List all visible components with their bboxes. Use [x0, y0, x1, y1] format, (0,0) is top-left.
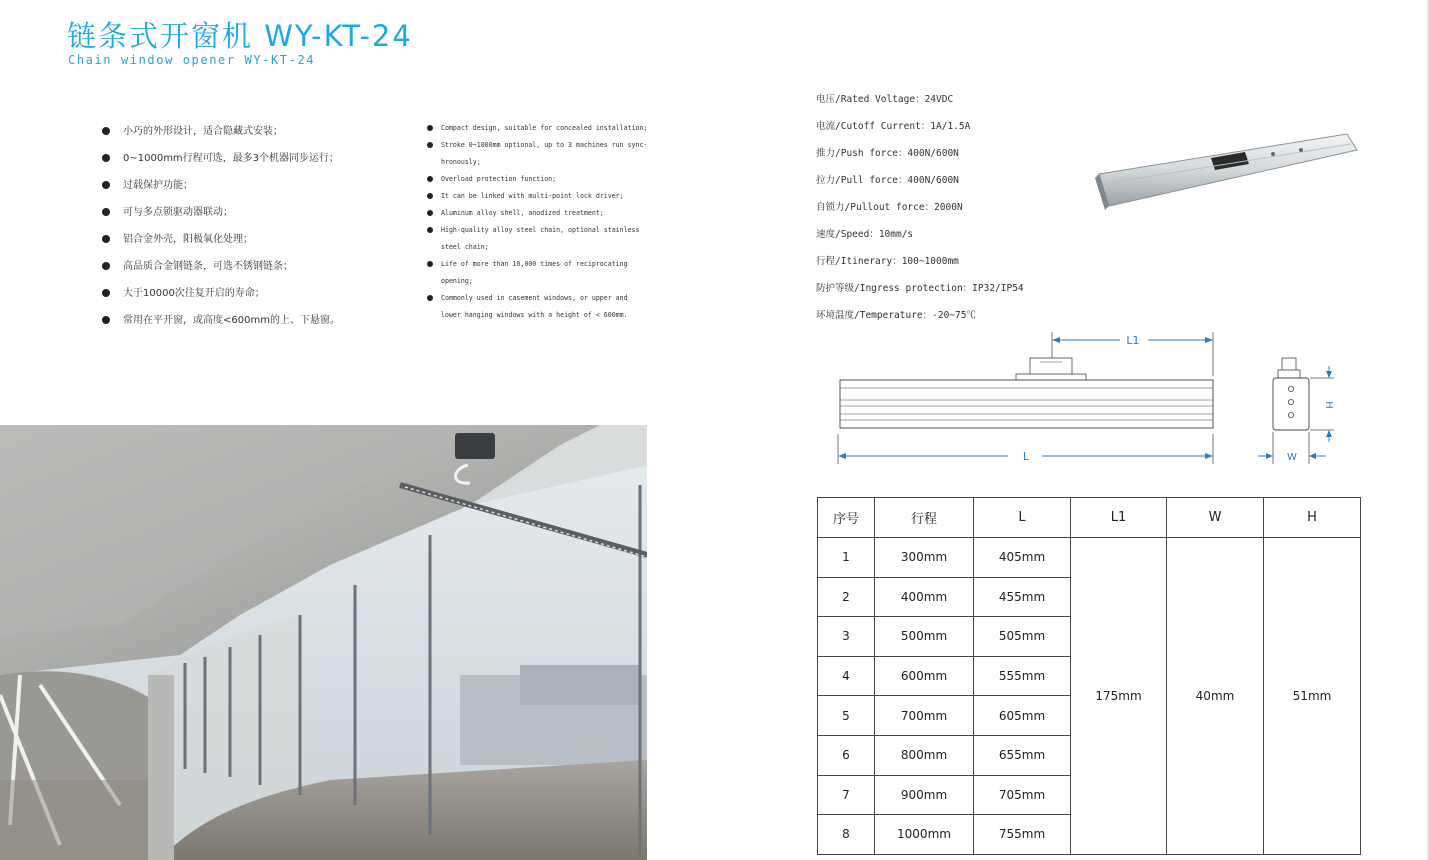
header-cell: L1 — [1071, 498, 1167, 538]
cell-l1-merged: 175mm — [1071, 538, 1167, 855]
header-cell: 行程 — [875, 498, 974, 538]
cell-stroke: 500mm — [875, 617, 974, 657]
side-dimension-diagram — [830, 328, 1225, 468]
installation-photo — [0, 425, 647, 860]
cell-stroke: 1000mm — [875, 815, 974, 855]
feature-item-cn: 高品质合金钢链条，可选不锈钢链条； — [100, 253, 340, 280]
header-cell: 序号 — [818, 498, 875, 538]
cell-index: 3 — [818, 617, 875, 657]
dim-w-label: W — [1287, 452, 1297, 463]
dim-l1-label: L1 — [1126, 334, 1140, 347]
cell-index: 6 — [818, 735, 875, 775]
spec-item: 推力/Push force：400N/600N — [816, 148, 959, 159]
spec-item: 行程/Itinerary：100~1000mm — [816, 256, 959, 267]
cell-stroke: 300mm — [875, 538, 974, 578]
size-table — [817, 497, 1361, 855]
end-dimension-diagram — [1250, 352, 1355, 467]
feature-item-en: Stroke 0~1000mm optional, up to 3 machines run sync-hronously; — [426, 137, 651, 171]
cell-index: 1 — [818, 538, 875, 578]
cell-h-merged: 51mm — [1264, 538, 1361, 855]
cell-length: 705mm — [974, 775, 1071, 815]
spec-item: 自锁力/Pullout force：2000N — [816, 202, 963, 213]
header-cell: L — [974, 498, 1071, 538]
spec-list — [816, 86, 1024, 329]
cell-stroke: 800mm — [875, 735, 974, 775]
feature-item-en: Compact design, suitable for concealed installation; — [426, 120, 651, 137]
cell-index: 8 — [818, 815, 875, 855]
cell-index: 4 — [818, 656, 875, 696]
cell-stroke: 900mm — [875, 775, 974, 815]
feature-item-cn: 常用在平开窗，或高度<600mm的上、下悬窗。 — [100, 307, 340, 334]
page-subtitle: Chain window opener WY-KT-24 — [68, 53, 316, 67]
cell-length: 455mm — [974, 577, 1071, 617]
dim-l-label: L — [1022, 450, 1030, 463]
cell-stroke: 400mm — [875, 577, 974, 617]
cell-length: 505mm — [974, 617, 1071, 657]
spec-item: 防护等级/Ingress protection：IP32/IP54 — [816, 283, 1024, 294]
spec-item: 速度/Speed：10mm/s — [816, 229, 914, 240]
cell-index: 5 — [818, 696, 875, 736]
cell-index: 7 — [818, 775, 875, 815]
header-cell: H — [1264, 498, 1361, 538]
feature-item-cn: 可与多点锁驱动器联动； — [100, 199, 340, 226]
product-image — [1095, 128, 1360, 218]
cell-length: 605mm — [974, 696, 1071, 736]
feature-list-cn — [100, 118, 340, 334]
spec-item: 电压/Rated Voltage：24VDC — [816, 94, 954, 105]
feature-item-en: Life of more than 10,000 times of reciprocating opening; — [426, 256, 651, 290]
cell-length: 755mm — [974, 815, 1071, 855]
feature-item-en: It can be linked with multi-point lock driver; — [426, 188, 651, 205]
table-header-row — [818, 498, 1361, 538]
cell-index: 2 — [818, 577, 875, 617]
spec-item: 电流/Cutoff Current：1A/1.5A — [816, 121, 971, 132]
feature-item-en: Overload protection function; — [426, 171, 651, 188]
spec-item: 环境温度/Temperature：-20~75℃ — [816, 310, 976, 321]
cell-stroke: 700mm — [875, 696, 974, 736]
feature-item-en: Aluminum alloy shell, anodized treatment; — [426, 205, 651, 222]
header-cell: W — [1167, 498, 1264, 538]
feature-item-en: High-quality alloy steel chain, optional stainless steel chain; — [426, 222, 651, 256]
cell-length: 405mm — [974, 538, 1071, 578]
dim-h-label: H — [1323, 401, 1334, 409]
feature-item-cn: 铝合金外壳，阳极氧化处理； — [100, 226, 340, 253]
cell-w-merged: 40mm — [1167, 538, 1264, 855]
feature-list-en — [426, 120, 651, 324]
cell-length: 555mm — [974, 656, 1071, 696]
feature-item-cn: 小巧的外形设计，适合隐藏式安装； — [100, 118, 340, 145]
feature-item-cn: 过载保护功能； — [100, 172, 340, 199]
cell-length: 655mm — [974, 735, 1071, 775]
feature-item-cn: 大于10000次往复开启的寿命； — [100, 280, 340, 307]
cell-stroke: 600mm — [875, 656, 974, 696]
feature-item-cn: 0~1000mm行程可选，最多3个机器同步运行； — [100, 145, 340, 172]
spec-item: 拉力/Pull force：400N/600N — [816, 175, 959, 186]
table-row — [818, 538, 1361, 578]
page-title: 链条式开窗机 WY-KT-24 — [67, 19, 413, 53]
feature-item-en: Commonly used in casement windows, or upper and lower hanging windows with a height of < 600mm. — [426, 290, 651, 324]
